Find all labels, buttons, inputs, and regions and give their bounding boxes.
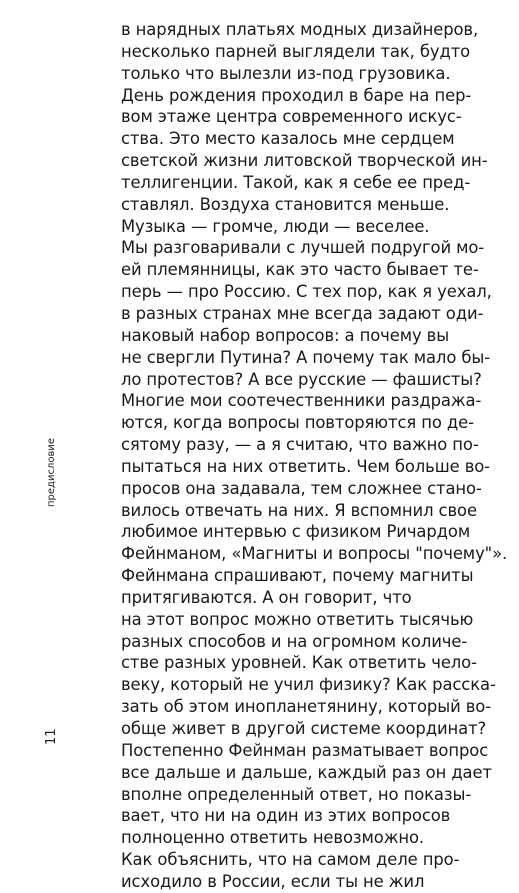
text-line: любимое интервью с физиком Ричардом — [121, 522, 471, 542]
text-line: все дальше и дальше, каждый раз он дает — [121, 762, 492, 782]
text-line: Фейнманом, «Магниты и вопросы "почему"». — [121, 544, 508, 564]
text-line: не свергли Путина? А почему так мало бы- — [121, 347, 491, 367]
text-line: несколько парней выглядели так, будто — [121, 41, 471, 61]
text-line: Как объяснить, что на самом деле про- — [121, 850, 460, 870]
text-line: в разных странах мне всегда задают оди- — [121, 303, 484, 323]
text-line: Фейнмана спрашивают, почему магниты — [121, 566, 474, 586]
text-line: разных способов и на огромном количе- — [121, 631, 468, 651]
section-label-text: предисловие — [46, 437, 57, 507]
text-line: ются, когда вопросы повторяются по де- — [121, 413, 474, 433]
text-line: Мы разговаривали с лучшей подругой мо- — [121, 238, 485, 258]
text-line: Многие мои соотечественники раздража- — [121, 391, 482, 411]
text-line: теллигенции. Такой, как я себе ее пред- — [121, 172, 471, 192]
text-line: пытаться на них ответить. Чем больше во- — [121, 456, 490, 476]
text-line: вилось отвечать на них. Я вспомнил свое — [121, 500, 477, 520]
text-line: обще живет в другой системе координат? — [121, 719, 487, 738]
text-line: только что вылезли из-под грузовика. — [121, 63, 451, 83]
text-line: вает, что ни на один из этих вопросов — [121, 806, 451, 826]
text-line: стве разных уровней. Как ответить чело- — [121, 653, 477, 673]
text-line: ей племянницы, как это часто бывает те- — [121, 260, 479, 280]
text-line: на этот вопрос можно ответить тысячью — [121, 609, 474, 629]
text-line: ства. Это место казалось мне сердцем — [121, 129, 455, 149]
page-number-text: 11 — [44, 728, 59, 745]
text-line: светской жизни литовской творческой ин- — [121, 151, 488, 171]
text-line: просов она задавала, тем сложнее стано- — [121, 478, 482, 498]
text-line: перь — про Россию. С тех пор, как я уехал, — [121, 282, 492, 302]
text-line: ставлял. Воздуха становится меньше. — [121, 194, 450, 214]
text-line: Музыка — громче, люди — веселее. — [121, 216, 430, 236]
text-line: Постепенно Фейнман разматывает вопрос — [121, 740, 489, 760]
text-line: ло протестов? А все русские — фашисты? — [121, 369, 482, 389]
text-line: наковый набор вопросов: а почему вы — [121, 325, 450, 345]
text-line: полноценно ответить невозможно. — [121, 828, 425, 848]
text-line: исходило в России, если ты не жил — [121, 871, 425, 891]
text-line: зать об этом инопланетянину, который во- — [121, 697, 492, 717]
text-line: вом этаже центра современного искус- — [121, 107, 462, 127]
text-line: веку, который не учил физику? Как расска- — [121, 675, 496, 695]
text-line: притягиваются. А он говорит, что — [121, 587, 412, 607]
text-line: вполне определенный ответ, но показы- — [121, 784, 472, 804]
text-line: День рождения проходил в баре на пер- — [121, 85, 472, 105]
text-line: сятому разу, — а я считаю, что важно по- — [121, 435, 479, 455]
text-line: в нарядных платьях модных дизайнеров, — [121, 20, 479, 39]
body-text — [121, 19, 513, 893]
